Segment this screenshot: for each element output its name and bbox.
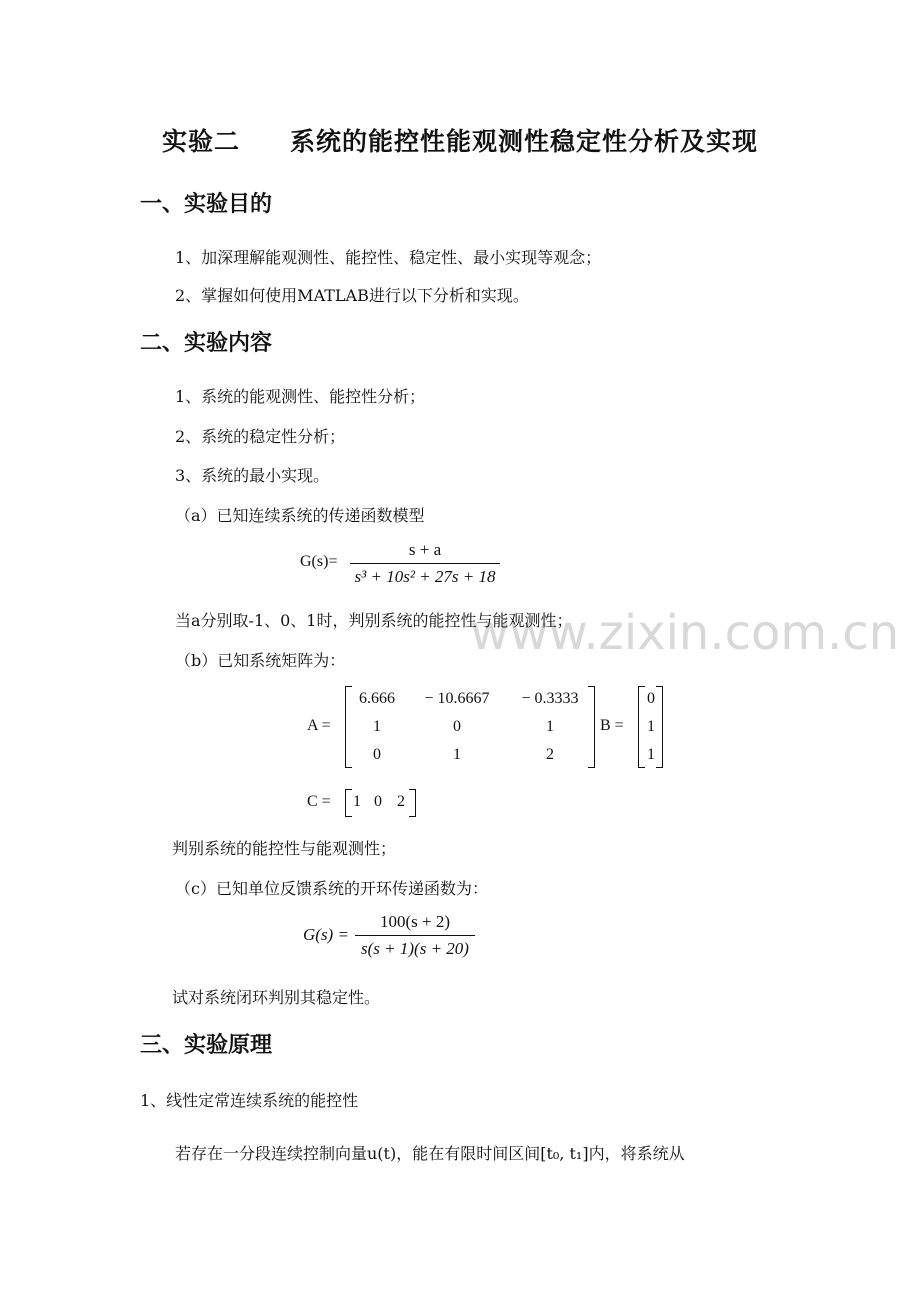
eq2-fraction xyxy=(355,912,475,959)
matrix-a-cell: 1 xyxy=(453,746,461,763)
eq1-fraction xyxy=(350,540,500,587)
part-a-question: 当a分别取-1、0、1时，判别系统的能控性与能观测性； xyxy=(175,611,573,630)
section3-subheading-1: 1、线性定常连续系统的能控性 xyxy=(140,1091,359,1110)
matrix-a-cell: − 10.6667 xyxy=(424,690,490,707)
section2-item-3: 3、系统的最小实现。 xyxy=(175,466,330,485)
matrix-a-left-bracket xyxy=(345,686,352,768)
matrix-c-cell: 0 xyxy=(374,793,382,810)
matrix-a-cell: 6.666 xyxy=(359,690,395,707)
section2-item-1: 1、系统的能观测性、能控性分析； xyxy=(175,387,426,406)
time-interval: [t₀, t₁] xyxy=(540,1144,589,1163)
eq1-lhs: G(s)= xyxy=(300,553,338,570)
matrix-b-cell: 0 xyxy=(647,690,655,707)
title-part1: 实验二 xyxy=(161,127,240,156)
section3-paragraph xyxy=(175,1141,685,1164)
matrix-a-label: A = xyxy=(307,717,331,734)
paragraph-start: 若存在一分段连续控制向量u(t)，能在有限时间区间 xyxy=(175,1144,541,1163)
matrix-b-cell: 1 xyxy=(647,718,655,735)
matrix-a-cell: 2 xyxy=(546,746,554,763)
matrix-c-right-bracket xyxy=(409,789,416,817)
title-part2: 系统的能控性能观测性稳定性分析及实现 xyxy=(290,127,759,156)
matrix-c-cell: 1 xyxy=(353,793,361,810)
part-a-intro: （a）已知连续系统的传递函数模型 xyxy=(175,506,425,525)
eq1-denominator: s³ + 10s² + 27s + 18 xyxy=(354,567,496,586)
section3-heading: 三、实验原理 xyxy=(140,1033,273,1058)
section2-heading: 二、实验内容 xyxy=(140,331,273,356)
section1-heading: 一、实验目的 xyxy=(140,192,273,217)
part-b-question: 判别系统的能控性与能观测性； xyxy=(172,839,397,858)
matrix-a-cell: − 0.3333 xyxy=(521,690,579,707)
paragraph-end: 内，将系统从 xyxy=(588,1144,685,1163)
matrix-b-cell: 1 xyxy=(647,746,655,763)
matrix-c-cell: 2 xyxy=(397,793,405,810)
matrix-a-cell: 1 xyxy=(546,718,554,735)
part-c-question: 试对系统闭环判别其稳定性。 xyxy=(172,988,381,1007)
page-title xyxy=(0,122,920,158)
eq2-denominator: s(s + 1)(s + 20) xyxy=(361,939,469,958)
watermark: www.zixin.com.cn xyxy=(470,605,900,661)
matrix-c-label: C = xyxy=(307,793,331,810)
part-c-intro: （c）已知单位反馈系统的开环传递函数为： xyxy=(175,879,488,898)
section2-item-2: 2、系统的稳定性分析； xyxy=(175,427,346,446)
part-b-intro: （b）已知系统矩阵为： xyxy=(175,651,346,670)
eq2-numerator: 100(s + 2) xyxy=(379,912,451,931)
eq1-numerator: s + a xyxy=(408,540,442,559)
matrix-b-label: B = xyxy=(600,717,624,734)
matrix-a-cell: 0 xyxy=(453,718,461,735)
eq2-lhs: G(s) = xyxy=(303,925,349,944)
matrix-a-cell: 0 xyxy=(373,746,381,763)
matrix-a-cell: 1 xyxy=(373,718,381,735)
section1-item-1: 1、加深理解能观测性、能控性、稳定性、最小实现等观念； xyxy=(175,248,602,267)
section1-item-2: 2、掌握如何使用MATLAB进行以下分析和实现。 xyxy=(175,286,529,305)
